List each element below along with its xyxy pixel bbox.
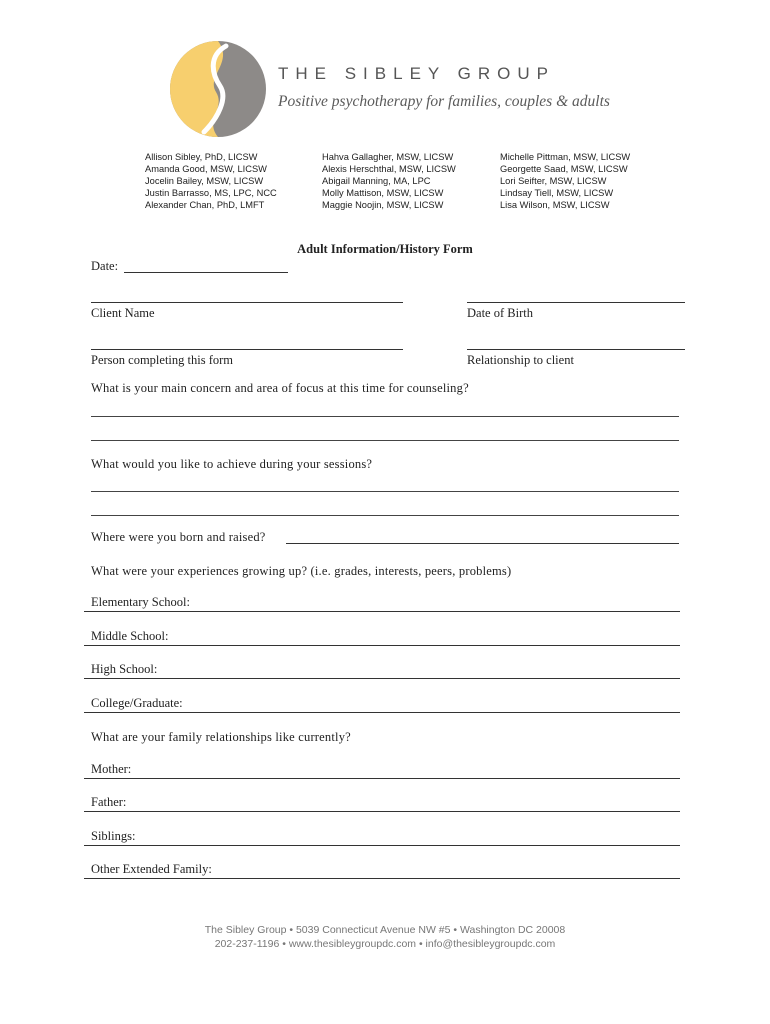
mother-label: Mother: xyxy=(91,762,132,776)
staff-column-1 xyxy=(145,151,277,211)
date-field[interactable] xyxy=(124,272,288,273)
dob-label: Date of Birth xyxy=(467,306,533,320)
staff-column-3 xyxy=(500,151,630,211)
extended-family-label: Other Extended Family: xyxy=(91,862,212,876)
staff-member: Allison Sibley, PhD, LICSW xyxy=(145,152,258,162)
staff-member: Lisa Wilson, MSW, LICSW xyxy=(500,200,610,211)
staff-member: Maggie Noojin, MSW, LICSW xyxy=(322,200,444,211)
dob-field[interactable] xyxy=(467,302,685,303)
footer xyxy=(0,923,770,951)
father-field[interactable] xyxy=(84,793,680,812)
client-name-field[interactable] xyxy=(91,302,403,303)
question-born-raised: Where were you born and raised? xyxy=(91,530,266,544)
question-growing-up: What were your experiences growing up? (i.e. grades, interests, peers, problems) xyxy=(91,564,512,578)
high-school-field[interactable] xyxy=(84,660,680,679)
staff-member: Alexander Chan, PhD, LMFT xyxy=(145,200,265,211)
person-completing-field[interactable] xyxy=(91,349,403,350)
sibley-group-logo xyxy=(164,40,272,138)
form-title: Adult Information/History Form xyxy=(297,242,473,256)
middle-school-field[interactable] xyxy=(84,627,680,646)
question-achieve: What would you like to achieve during your sessions? xyxy=(91,457,373,471)
staff-member: Molly Mattison, MSW, LICSW xyxy=(322,188,444,199)
footer-address: The Sibley Group • 5039 Connecticut Avenue NW #5 • Washington DC 20008 xyxy=(204,924,566,936)
college-label: College/Graduate: xyxy=(91,696,183,710)
staff-member: Michelle Pittman, MSW, LICSW xyxy=(500,152,631,162)
answer-line[interactable] xyxy=(91,416,679,417)
answer-line[interactable] xyxy=(91,491,679,492)
college-field[interactable] xyxy=(84,694,680,713)
staff-member: Jocelin Bailey, MSW, LICSW xyxy=(145,176,264,187)
client-name-label: Client Name xyxy=(91,306,155,320)
elementary-school-label: Elementary School: xyxy=(91,595,190,609)
high-school-label: High School: xyxy=(91,662,158,676)
staff-member: Amanda Good, MSW, LICSW xyxy=(145,164,267,175)
extended-family-field[interactable] xyxy=(84,860,680,879)
person-completing-label: Person completing this form xyxy=(91,353,233,367)
siblings-label: Siblings: xyxy=(91,829,136,843)
question-family: What are your family relationships like currently? xyxy=(91,730,351,744)
staff-column-2 xyxy=(322,151,456,211)
born-raised-field[interactable] xyxy=(286,543,679,544)
answer-line[interactable] xyxy=(91,515,679,516)
elementary-school-field[interactable] xyxy=(84,593,680,612)
staff-member: Hahva Gallagher, MSW, LICSW xyxy=(322,152,454,162)
father-label: Father: xyxy=(91,795,127,809)
staff-member: Justin Barrasso, MS, LPC, NCC xyxy=(145,188,277,199)
relationship-label: Relationship to client xyxy=(467,353,574,367)
mother-field[interactable] xyxy=(84,760,680,779)
siblings-field[interactable] xyxy=(84,827,680,846)
staff-member: Lindsay Tiell, MSW, LICSW xyxy=(500,188,614,199)
date-label: Date: xyxy=(91,259,119,273)
middle-school-label: Middle School: xyxy=(91,629,169,643)
relationship-field[interactable] xyxy=(467,349,685,350)
staff-member: Abigail Manning, MA, LPC xyxy=(322,176,431,187)
footer-contact: 202-237-1196 • www.thesibleygroupdc.com • info@thesibleygroupdc.com xyxy=(214,938,556,950)
answer-line[interactable] xyxy=(91,440,679,441)
staff-member: Lori Seifter, MSW, LICSW xyxy=(500,176,607,187)
staff-member: Alexis Herschthal, MSW, LICSW xyxy=(322,164,456,175)
staff-member: Georgette Saad, MSW, LICSW xyxy=(500,164,628,175)
brand-tagline: Positive psychotherapy for families, couples & adults xyxy=(278,93,610,110)
question-main-concern: What is your main concern and area of focus at this time for counseling? xyxy=(91,381,469,395)
brand-name: THE SIBLEY GROUP xyxy=(278,64,556,83)
